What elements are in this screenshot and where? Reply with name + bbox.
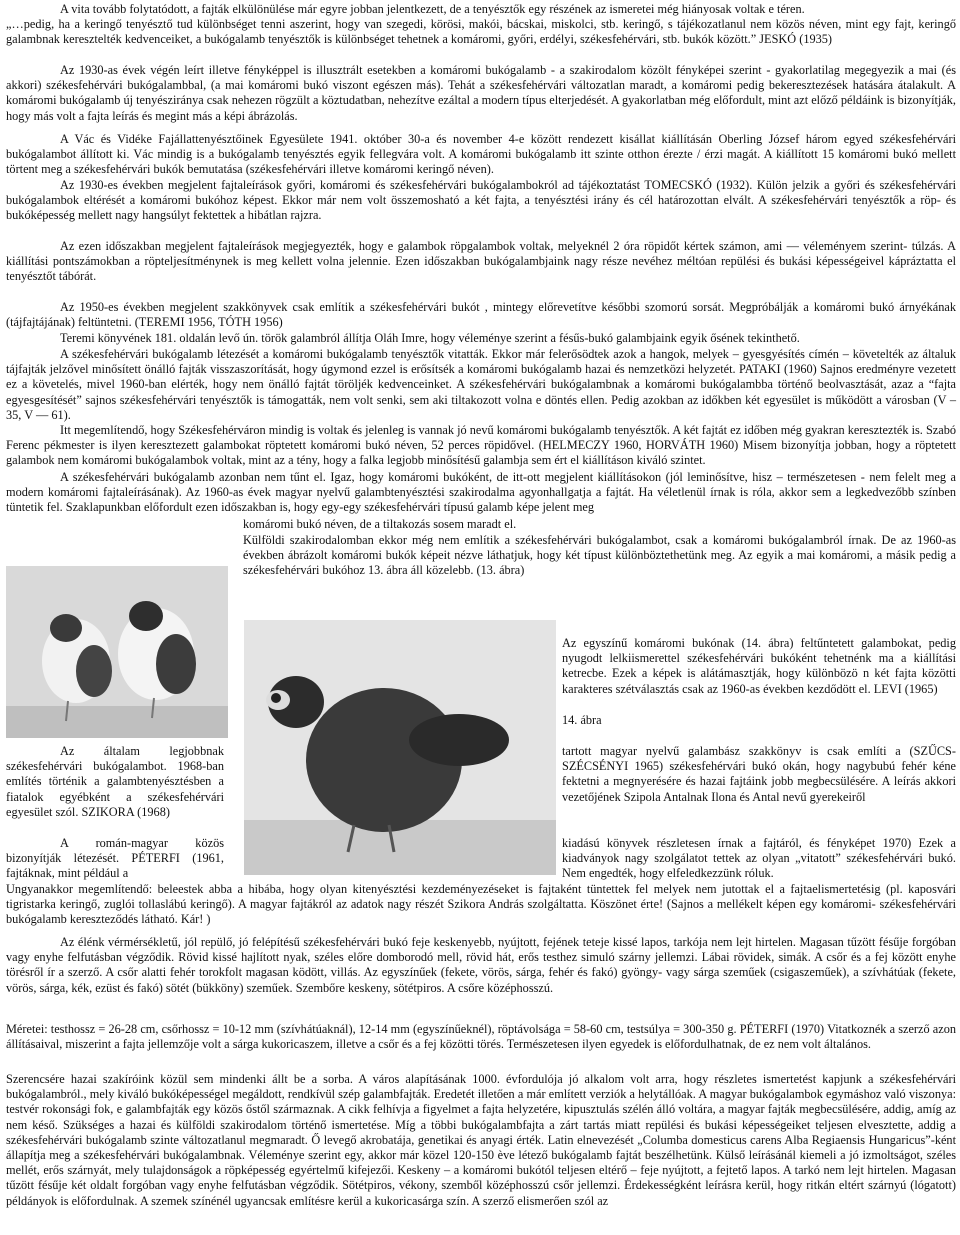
paragraph-3: Az 1930-as évek végén leírt illetve fényképpel is illusztrált esetekben a komáromi bukógalamb - a szakirodalom közölt fényképei szerint - gyakorlatilag megegyezik a mai (és akkori) székesfehérvári bukógalambbal, (a mai komáromi bukó viszont egészen más). Tehát a székesfehérvári változatlan maradt, a komáromi pedig bekeresztezések hatására átalakult. A komáromi bukógalamb új tenyésziránya csak nehezen rögzült a köztudatban, nehezítve ezáltal a modern típus elterjedését. A gyakorlatban még előfordult, mint azt előző példáink is bizonyítják, hogy más volt a fajta leírás és megint más a képi ábrázolás. xyxy=(6,63,956,123)
paragraph-9: A székesfehérvári bukógalamb létezését a komáromi bukógalamb tenyésztők vitatták. Ekkor már felerősödtek azok a hangok, melyek – gyesgyésítés címén – követelték az általuk tájfajták jelzővel minősített önálló fajták visszaszorítását, hogy úgymond ezzel is erősítsék a komáromi bukógalamb hazai és nemzetközi helyzetét. PATAKI (1960) Sajnos eredményre vezetett ez a követelés, mivel 1960-ban elérték, hogy nem önálló fajtát töröljék kedvenceinket. A székesfehérvári bukógalambnak a komáromi bukógalambba történő beolvasztását, azaz a “fajta egyesgesítését” sajnos székesfehérvári tenyésztők is támogatták, nem volt senki, sem aki tiltakozott volna e döntés ellen. Pedig azokban az időkben két egyesület is működött a városban (V – 35, V — 61). xyxy=(6,347,956,422)
paragraph-5: Az 1930-es években megjelent fajtaleírások győri, komáromi és székesfehérvári bukógalambokról ad tájékoztatást TOMECSKÓ (1932). Külön jelzik a győri és székesfehérvári bukógalambok eltérését a komáromi bukóhoz képest. Ekkor már nem volt összemosható a két fajta, a tenyésztési irány és cél határozottan elvált. A székesfehérvári tenyésztők a röp- és bukóképesség mellett nagy hangsúlyt fektettek a hibátlan rajzra. xyxy=(6,178,956,223)
right-paragraph-3: kiadású könyvek részletesen írnak a fajtáról, és fényképet 1970) Ezek a kiadványok nagy szolgálatot tettek az olyan „vitatott” székesfehérvári bukó. Nem engedték, hogy elfeledkezzünk róluk. xyxy=(562,836,956,881)
paragraph-11b: komáromi bukó néven, de a tiltakozás sosem maradt el. xyxy=(243,517,517,531)
dark-pigeon-photo xyxy=(244,620,556,875)
paragraph-11: A székesfehérvári bukógalamb azonban nem tűnt el. Igaz, hogy komáromi bukóként, de itt-ott megjelent kiállításokon (jól leminősítve, hisz – természetesen - nem felelt meg a modern komáromi fajtaleírásának). Az 1960-as évek magyar nyelvű galambtenyésztési szakirodalma agyonhallgatja a fajtát. Ha véletlenül írnak is róla, akkor sem a legkedvezőbb színben tüntetik fel. Szaklapunkban előfordult ezen időszakban is, hogy egy-egy székesfehérvári típusú galamb képe jelent meg xyxy=(6,470,956,515)
two-pigeons-photo xyxy=(6,566,228,738)
paragraph-12: Külföldi szakirodalomban ekkor még nem említik a székesfehérvári bukógalambot, csak a komáromi bukógalambról írnak. De az 1960-as években ábrázolt komáromi bukók képeit nézve láthatjuk, hogy két típust különböztethetünk meg. Az egyik a mai komáromi, a másik pedig a székesfehérvári bukóhoz 13. ábra áll közelebb. (13. ábra) xyxy=(243,533,956,578)
right-paragraph-1: Az egyszínű komáromi bukónak (14. ábra) feltűntetett galambokat, pedig nyugodt lelkiismerettel székesfehérvári bukóként tehetnénk ma a kiállítási ketrecbe. Ezek a képek is alátámasztják, hogy különbözö n két fajta közötti karakteres szétválasztás csak az 1960-as években kezdődött el. LEVI (1965) xyxy=(562,636,956,696)
left-paragraph-1: Az általam legjobbnak székesfehérvári bukógalambot. 1968-ban említés történik a galambtenyésztésben a fiatalok egyébként a székesfehérvári egyesület szól. SZIKORA (1968) xyxy=(6,744,224,819)
paragraph-1: A vita tovább folytatódott, a fajták elkülönülése már egyre jobban jelentkezett, de a tenyésztők egy részének az ismeretei még hiányosak voltak e téren. xyxy=(60,2,805,16)
figure-14-caption: 14. ábra xyxy=(562,713,602,727)
paragraph-13: Ungyanakkor megemlítendő: beleestek abba a hibába, hogy olyan kitenyésztési kezdeményezéseket is fajtaként tüntettek fel melyek nem jutottak el a fajtaelismertetésig (pl. kaposvári tigristarka keringő, zuglói tollaslábú keringő). A magyar fajtákról az adatok nagy részét Szikora András szolgáltatta. Köszönet érte! (Sajnos a mellékelt képen egy komáromi- székesfehérvári bukógalamb kereszteződés látható. Kár! ) xyxy=(6,882,956,927)
paragraph-4: A Vác és Vidéke Fajállattenyésztőinek Egyesülete 1941. október 30-a és november 4-e között rendezett kisállat kiállításán Oberling József három egyed székesfehérvári bukógalambot állított ki. Vác mindig is a bukógalamb tenyésztés egyik fellegvára volt. A komáromi bukógalamb itt szinte otthon érezte / érzi magát. A kiállított 15 komáromi bukó mellett törtent meg a székesfehérvári bukók bemutatása (székesfehérvári illetve komáromi keringő néven). xyxy=(6,132,956,177)
paragraph-16: Szerencsére hazai szakíróink közül sem mindenki állt be a sorba. A város alapításának 1000. évfordulója jó alkalom volt arra, hogy részletes ismertetést kapjunk a székesfehérvári bukógalambról., mely kiváló bukóképességel megáldott, rendkívül szép galambfajták. Eredetét illetően a már említett verziók a helytállóak. A magyar bukógalambok egymáshoz való viszonya: testvér rokonsági fok, e galambfajták egy közös őstől származnak. A cikk felhívja a figyelmet a fajta helyzetére, kipusztulás szélén álló voltára, a magyar fajták megbecsülésére, addig, amíg az nem késő. Szükséges a hazai és külföldi szakirodalom történő ismertetése. Míg a többi bukógalambfajta a zárt tartás miatt repülési és bukási képességeiket teljesen elvesztette, addig a székesfehérvári bukógalamb szinte változatlanul megmaradt. Ő levegő akrobatája, genetikai és anyagi érték. Latin elnevezését „Columba domesticus carens Alba Regiaensis Hungaricus”-ként állapítja meg a székesfehérvári bukógalambnak. Véleménye szerint egy, akkor már közel 120-150 ève létező bukógalamb fajtát beszélhetünk. Külső leírásánál kiemeli a jó izmoltságot, széles mellét, erős szárnyát, mely tulajdonságok a röpképesség egyértelmű kifejezői. Keskeny – a komáromi bukótól teljesen eltérő – feje nyújtott, a fejtető lapos. A tarkó nem lejt hirtelen. Magasan tűzött fésűje két oldalt forgóban vagy enyhe felfutásban végződik. Sötétpiros, vékony, szemből középhosszú csőr jellemzi. Érdekességként leírásra kerül, hogy ritkán eltért szárnyú (lógatott) példányok is előfordulnak. A szemek színénél ugyancsak említésre kerül a kukoricasárga szín. A szerző elismerően szól az xyxy=(6,1072,956,1208)
paragraph-8: Teremi könyvének 181. oldalán levő ún. török galambról állítja Oláh Imre, hogy véleménye szerint a fésűs-bukó galambjaink egyik ősének tekinthető. xyxy=(60,331,800,345)
paragraph-6: Az ezen időszakban megjelent fajtaleírások megjegyezték, hogy e galambok röpgalambok voltak, melyeknél 2 óra röpidőt kértek számon, ami — véleményem szerint- túlzás. A kiállítási pontszámokban a röpteljesítménynek is meg kellett volna jelennie. Ezen időszakban bukógalambjaink nagy része nevéhez méltóan repülési és bukási képességeivel kápráztatta el tenyésztőt tábórát. xyxy=(6,239,956,284)
left-paragraph-2: A román-magyar közös bizonyítják létezését. PÉTERFI (1961, fajtáknak, mint például a xyxy=(6,836,224,881)
paragraph-10: Itt megemlítendő, hogy Székesfehérváron mindig is voltak és jelenleg is vannak jó nevű komáromi bukógalamb tenyésztők. A két fajtát ez időben még gyakran keresztezték is. Szabó Ferenc pékmester is ilyen keresztezett galambokat röptetett komáromi bukó néven, 52 perces röpidővel. (HELMECZY 1960, HORVÁTH 1960) Misem bizonyítja jobban, hogy a röptetett galambok nem komáromi bukógalambok voltak, mint az a tény, hogy a falka legjobb minősítésű galambja sem ért el kiállításon kiváló szintet. xyxy=(6,423,956,468)
paragraph-7: Az 1950-es években megjelent szakkönyvek csak említik a székesfehérvári bukót , mintegy előrevetítve későbbi szomorú sorsát. Megpróbálják a komáromi bukó árnyékának (tájfajtájának) feltüntetni. (TEREMI 1956, TÓTH 1956) xyxy=(6,300,956,330)
paragraph-14: Az élénk vérmérsékletű, jól repülő, jó felépítésű székesfehérvári bukó feje keskenyebb, nyújtott, fejének teteje kissé lapos, tarkója nem lejt hirtelen. Magasan tűzött fésűje forgóban vagy enyhe felfutásban végződik. Rövid kissé hajlított nyak, széles előre domborodó mell, rövid hát, erős testhez simuló szárny jellemzi. Lábai rövidek, simák. A csőr és a fej között enyhe törésről ír a szerző. A csőr alatti fehér torokfolt magasan ködött, villás. Az egyszínűek (fekete, vörös, sárga, fehér és fakó) gyöngy- vagy sárga szeműek (csigaszeműek), a szívhátúak (fekete, vörös, sárga, kék, ezüst és fakó) sötét (bükköny) szeműek. Szembőre keskeny, sötétpiros. A csőre középhosszú. xyxy=(6,935,956,995)
paragraph-15: Méretei: testhossz = 26-28 cm, csőrhossz = 10-12 mm (szívhátúaknál), 12-14 mm (egyszínűeknél), röptávolsága = 58-60 cm, testsúlya = 300-350 g. PÉTERFI (1970) Vitatkoznék a szerző azon állításaival, miszerint a fajta jellemzője volt a sárga kukoricaszem, illetve a csőr és a fej közötti törés. Természetesen ilyen egyedek is előfordulhatnak, de ez nem volt általános. xyxy=(6,1022,956,1052)
right-paragraph-2: tartott magyar nyelvű galambász szakkönyv is csak említi a (SZŰCS-SZÉCSÉNYI 1965) székesfehérvári bukó okán, hogy nagybubú fehér kéne fektetni a megnyerésére és hazai fajtáink jobb megbecsülésére. A leírás akkori vezetőjének Szipola Antalnak Ilona és Antal nevű gyerekeiről xyxy=(562,744,956,804)
paragraph-2: „…pedig, ha a keringő tenyésztő tud különbséget tenni aszerint, hogy van szegedi, körösi, makói, bácskai, miskolci, stb. keringő, s tájékozatlanul nem közös néven, mint egy fajt, keringő galambnak keresztelték kedvenceiket, a bukógalamb tenyésztők is különbséget tehetnek a komáromi, győri, erdélyi, székesfehérvári, stb. bukók között.” JESKÓ (1935) xyxy=(6,17,956,47)
